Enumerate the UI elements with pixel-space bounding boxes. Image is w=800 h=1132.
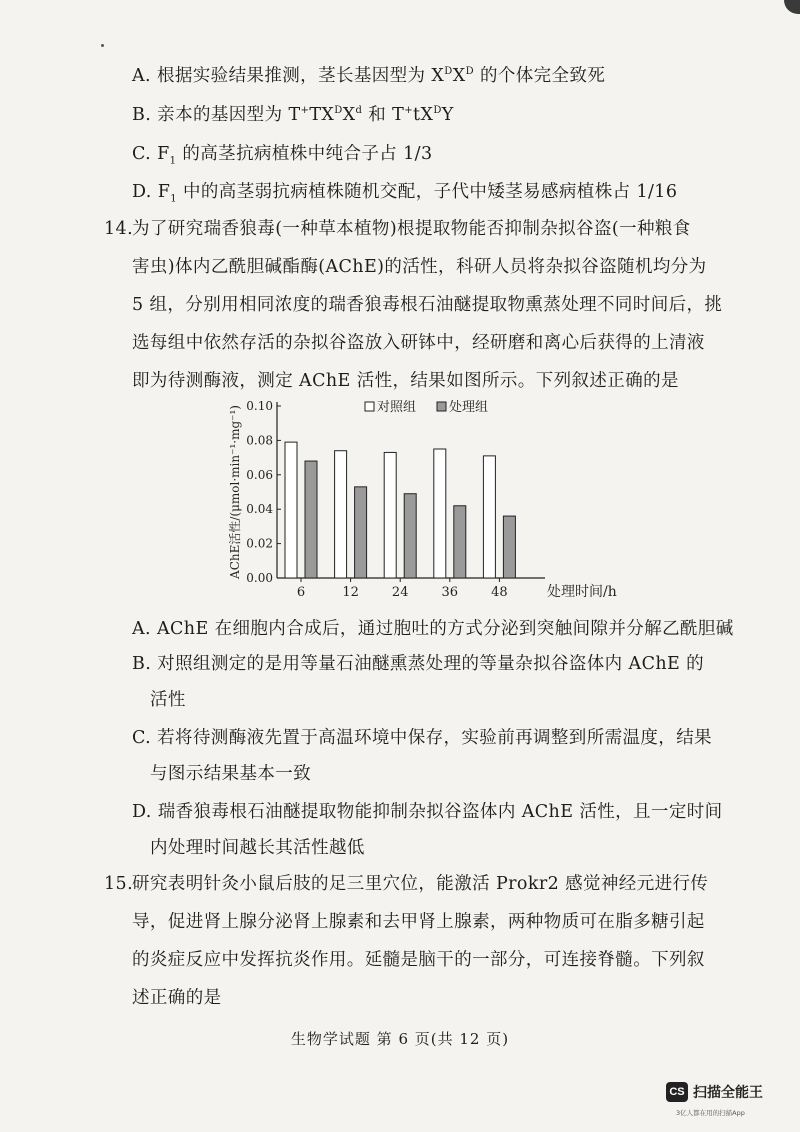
x-tick-label: 48 xyxy=(491,585,508,600)
treatment-bar xyxy=(355,487,367,578)
x-tick-label: 24 xyxy=(391,585,409,600)
scanner-logo-badge: CS xyxy=(666,1082,688,1102)
q14-option-b-cont: 活性 xyxy=(150,690,186,710)
control-bar xyxy=(384,452,396,578)
y-tick-label: 0.04 xyxy=(246,502,273,517)
control-bar xyxy=(285,442,297,578)
control-bar xyxy=(434,449,446,578)
page-corner-mark xyxy=(784,0,800,14)
legend-label-control: 对照组 xyxy=(377,400,417,415)
q14-stem-line: 5 组，分别用相同浓度的瑞香狼毒根石油醚提取物熏蒸处理不同时间后，挑 xyxy=(132,295,723,315)
y-tick-label: 0.06 xyxy=(246,467,273,482)
q14-stem-line: 为了研究瑞香狼毒(一种草本植物)根提取物能否抑制杂拟谷盗(一种粮食 xyxy=(132,219,691,239)
legend-swatch-control xyxy=(365,402,374,411)
q14-option-d: D. 瑞香狼毒根石油醚提取物能抑制杂拟谷盗体内 AChE 活性，且一定时间 xyxy=(132,802,723,822)
q13-option-a: A. 根据实验结果推测，茎长基因型为 $X^DX^D$ 的个体完全致死 xyxy=(132,66,606,86)
page-footer: 生物学试题 第 6 页(共 12 页) xyxy=(290,1030,510,1048)
q14-option-c: C. 若将待测酶液先置于高温环境中保存，实验前再调整到所需温度，结果 xyxy=(132,728,712,748)
q13-option-d: D. $F_1$ 中的高茎弱抗病植株随机交配，子代中矮茎易感病植株占 1/16 xyxy=(132,182,678,205)
treatment-bar xyxy=(503,516,515,578)
q14-stem-line: 选每组中依然存活的杂拟谷盗放入研钵中，经研磨和离心后获得的上清液 xyxy=(132,333,705,353)
y-tick-label: 0.02 xyxy=(246,536,273,551)
y-tick-label: 0.10 xyxy=(246,399,273,413)
y-axis-label: AChE活性/(μmol·min⁻¹·mg⁻¹) xyxy=(228,405,242,579)
q15-number: 15. xyxy=(104,874,134,894)
x-tick-label: 36 xyxy=(441,585,459,600)
q13-option-c: C. $F_1$ 的高茎抗病植株中纯合子占 1/3 xyxy=(132,144,433,167)
q14-stem-line: 即为待测酶液，测定 AChE 活性，结果如图所示。下列叙述正确的是 xyxy=(132,371,679,391)
y-tick-label: 0.00 xyxy=(246,571,273,585)
control-bar xyxy=(483,456,495,578)
treatment-bar xyxy=(305,461,317,578)
q14-option-a: A. AChE 在细胞内合成后，通过胞吐的方式分泌到突触间隙并分解乙酰胆碱 xyxy=(132,619,734,639)
q14-option-d-cont: 内处理时间越长其活性越低 xyxy=(150,838,365,858)
q15-stem-line: 的炎症反应中发挥抗炎作用。延髓是脑干的一部分，可连接脊髓。下列叙 xyxy=(132,950,705,970)
treatment-bar xyxy=(454,506,466,578)
legend-label-treatment: 处理组 xyxy=(449,400,489,415)
q15-stem-line: 导，促进肾上腺分泌肾上腺素和去甲肾上腺素，两种物质可在脂多糖引起 xyxy=(132,912,705,932)
treatment-bar xyxy=(404,494,416,578)
q13-option-b: B. 亲本的基因型为 $T^+TX^DX^d$ 和 $T^+tX^DY$ xyxy=(132,105,454,125)
q15-stem-line: 研究表明针灸小鼠后肢的足三里穴位，能激活 Prokr2 感觉神经元进行传 xyxy=(132,874,709,894)
q14-stem-line: 害虫)体内乙酰胆碱酯酶(AChE)的活性，科研人员将杂拟谷盗随机均分为 xyxy=(132,257,707,277)
control-bar xyxy=(335,451,347,578)
scanner-app-name: 扫描全能王 xyxy=(693,1085,763,1101)
q15-stem-line: 述正确的是 xyxy=(132,988,222,1008)
q14-option-b: B. 对照组测定的是用等量石油醚熏蒸处理的等量杂拟谷盗体内 AChE 的 xyxy=(132,654,705,674)
ache-activity-bar-chart xyxy=(215,392,635,612)
legend-swatch-treatment xyxy=(437,402,446,411)
q14-option-c-cont: 与图示结果基本一致 xyxy=(150,764,312,784)
scan-speck xyxy=(101,44,104,47)
q14-number: 14. xyxy=(104,219,134,239)
x-tick-label: 6 xyxy=(296,585,306,600)
x-axis-label: 处理时间/h xyxy=(547,584,617,600)
x-tick-label: 12 xyxy=(342,585,359,600)
scanner-tagline: 3亿人都在用的扫描App xyxy=(676,1109,745,1117)
y-tick-label: 0.08 xyxy=(246,433,273,448)
